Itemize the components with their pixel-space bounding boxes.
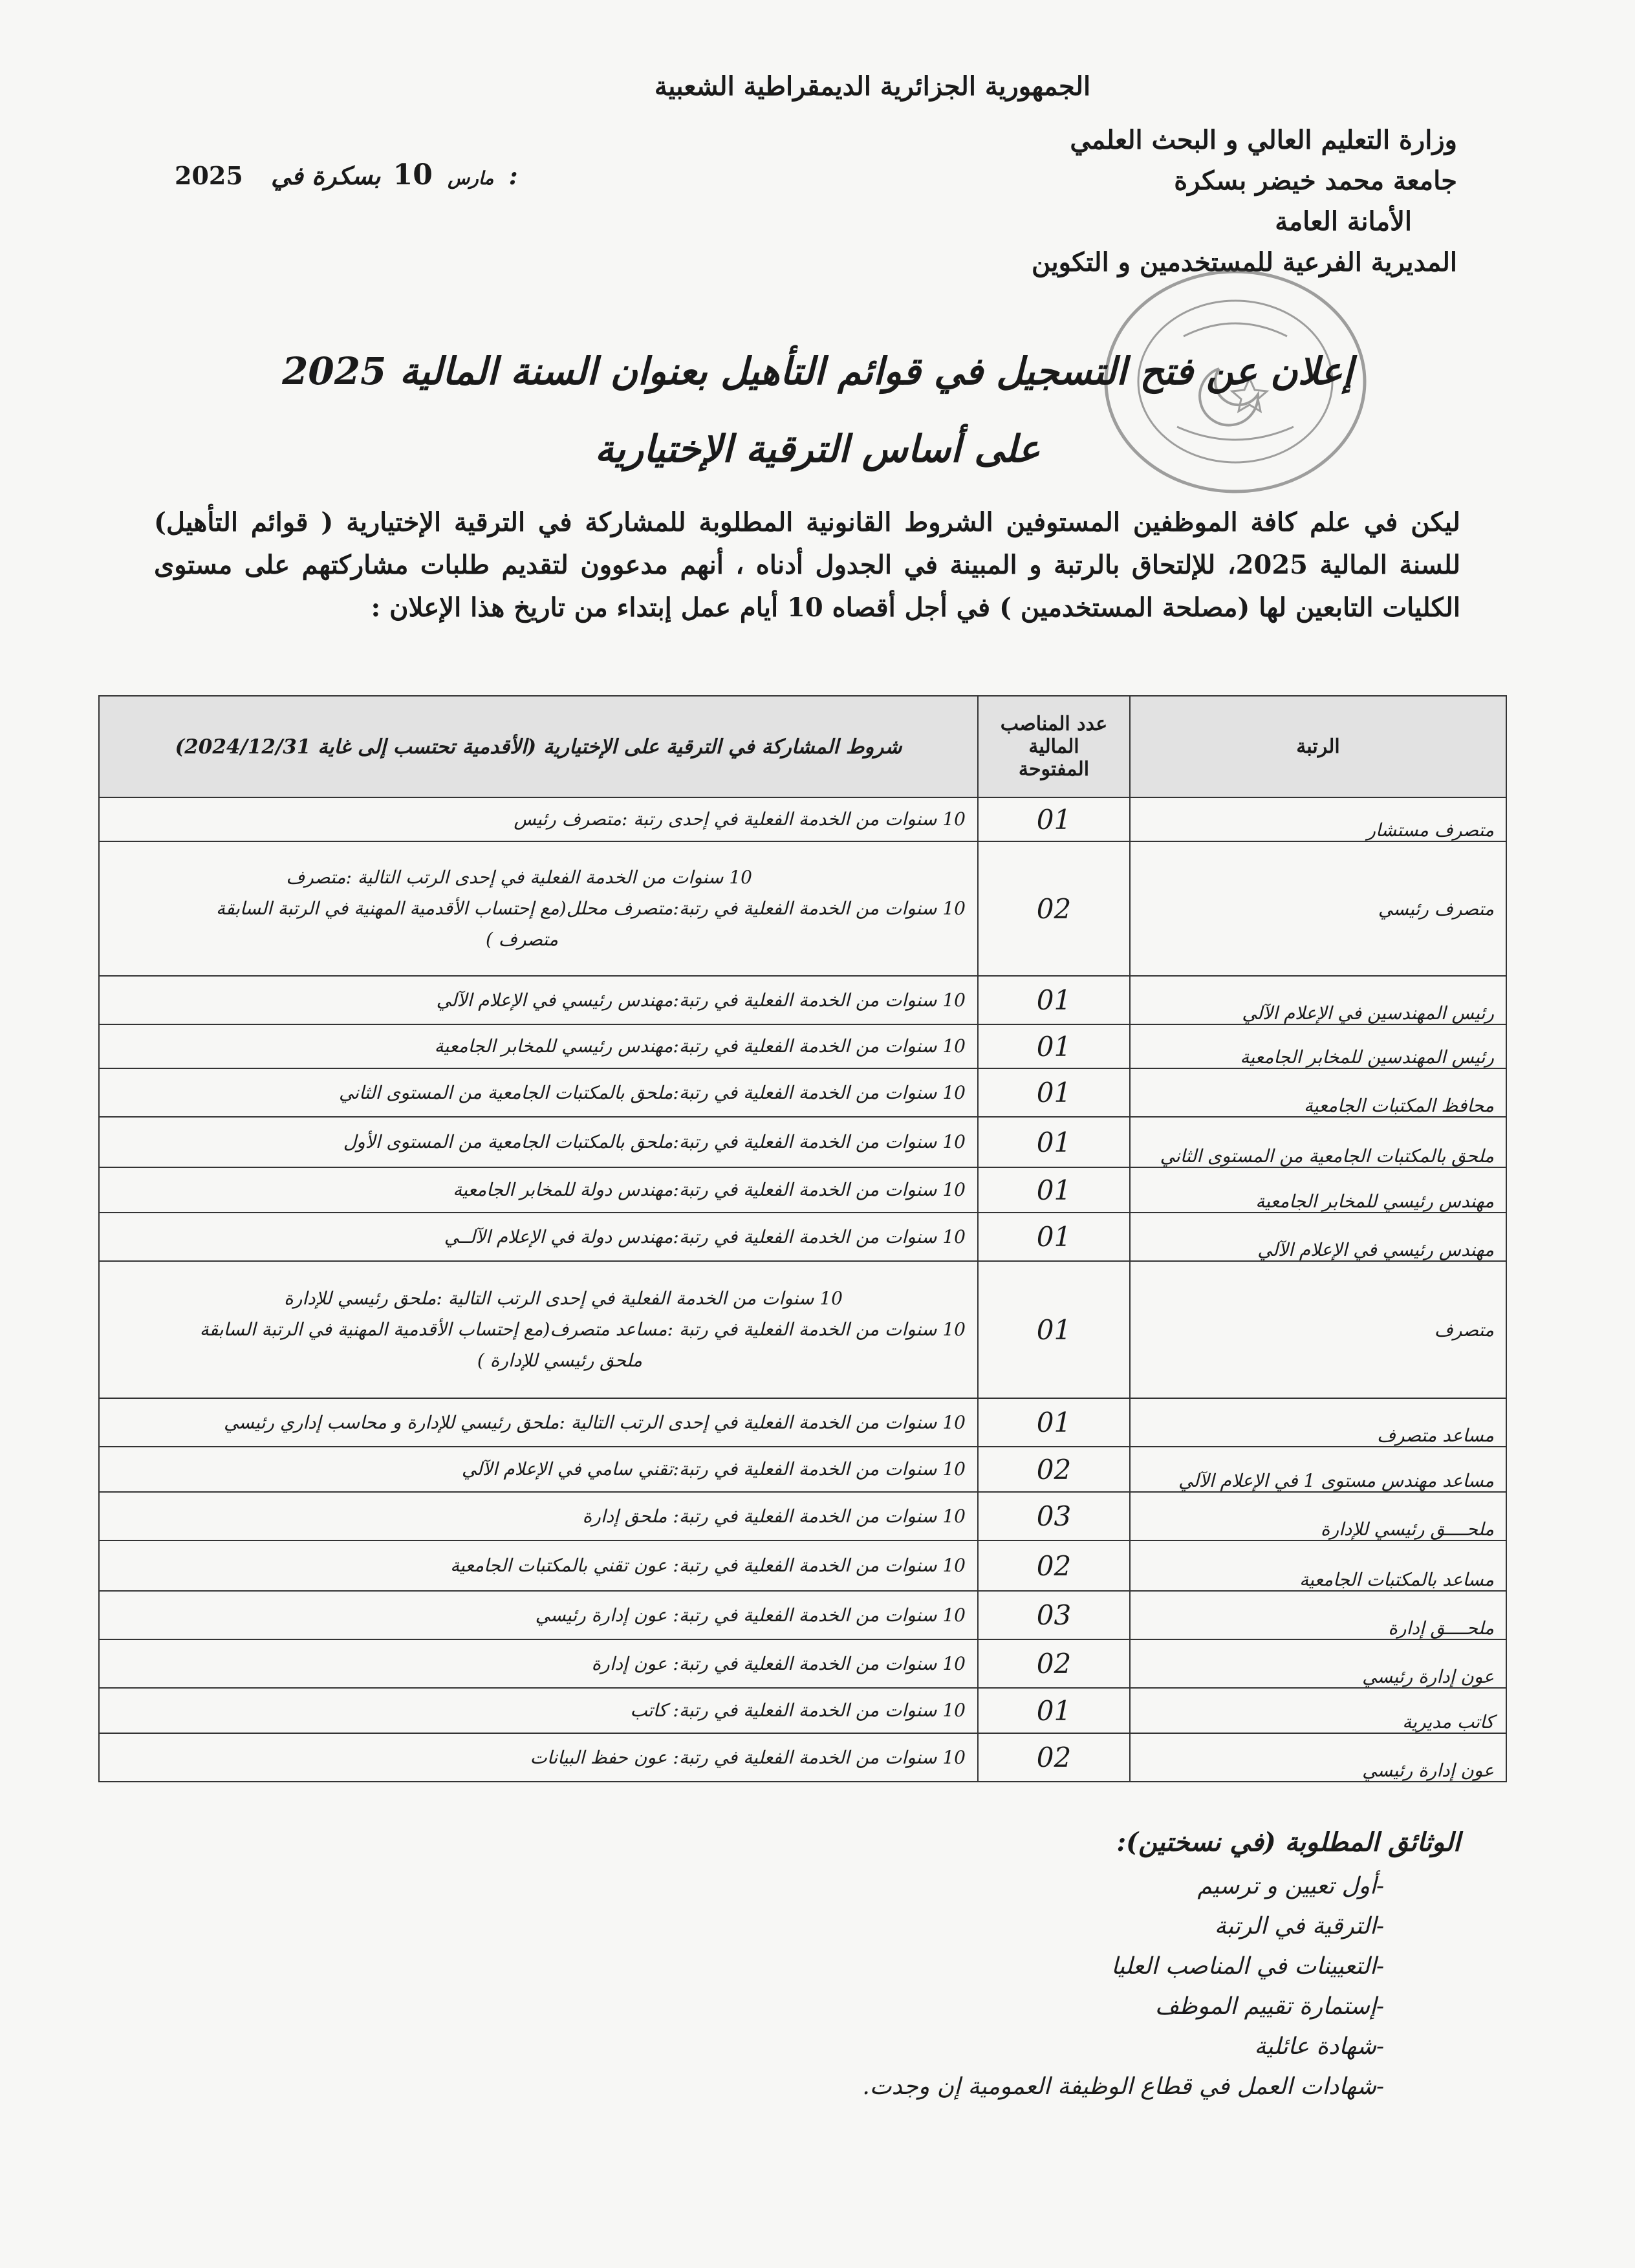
conditions-cell (99, 1117, 978, 1167)
count-cell: 01 (978, 976, 1130, 1024)
condition-line: 10 سنوات من الخدمة الفعلية في إحدى الرتب التالية :ملحق رئيسي للإدارة و محاسب إداري رئيسي (223, 1411, 966, 1433)
conditions-cell (99, 1639, 978, 1688)
count-cell: 03 (978, 1492, 1130, 1540)
condition-line: 10 سنوات من الخدمة الفعلية في إحدى الرتب التالية :ملحق رئيسي للإدارة (284, 1288, 843, 1309)
table-header-row (99, 696, 1506, 797)
table-row (99, 1117, 1506, 1167)
conditions-cell (99, 1447, 978, 1492)
rank-cell: مساعد مهندس مستوى 1 في الإعلام الآلي (1130, 1447, 1506, 1492)
count-cell: 01 (978, 1261, 1130, 1398)
conditions-cell (99, 1492, 978, 1540)
count-cell: 01 (978, 1117, 1130, 1167)
conditions-cell (99, 1688, 978, 1733)
list-item: - شهادة عائلية (555, 2027, 1422, 2067)
condition-line: 10 سنوات من الخدمة الفعلية في رتبة: عون تقني بالمكتبات الجامعية (450, 1555, 966, 1576)
rank-cell: ملحــــق إدارة (1130, 1591, 1506, 1639)
table-row (99, 1167, 1506, 1213)
conditions-cell (99, 976, 978, 1024)
header-rank: الرتبة (1130, 696, 1506, 797)
count-cell: 02 (978, 841, 1130, 976)
count-cell: 01 (978, 1167, 1130, 1213)
documents-list (555, 1866, 1460, 2107)
list-item: - إستمارة تقييم الموظف (555, 1987, 1422, 2027)
rank-cell: مساعد بالمكتبات الجامعية (1130, 1540, 1506, 1591)
count-cell: 02 (978, 1447, 1130, 1492)
table-row (99, 1398, 1506, 1447)
count-cell: 01 (978, 797, 1130, 841)
table-row (99, 1639, 1506, 1688)
date-place: بسكرة في : (271, 161, 518, 190)
table-row (99, 1213, 1506, 1261)
table-row (99, 1591, 1506, 1639)
rank-cell: متصرف مستشار (1130, 797, 1506, 841)
university-line: جامعة محمد خيضر بسكرة (1174, 166, 1457, 196)
condition-line: 10 سنوات من الخدمة الفعلية في رتبة:ملحق بالمكتبات الجامعية من المستوى الأول (343, 1131, 966, 1152)
count-cell: 02 (978, 1733, 1130, 1782)
list-item: - الترقية في الرتبة (555, 1906, 1422, 1947)
condition-line: 10 سنوات من الخدمة الفعلية في رتبة:تقني سامي في الإعلام الآلي (461, 1458, 966, 1480)
directorate-line: المديرية الفرعية للمستخدمين و التكوين (1032, 247, 1457, 277)
rank-cell: ملحــــق رئيسي للإدارة (1130, 1492, 1506, 1540)
rank-cell: عون إدارة رئيسي (1130, 1639, 1506, 1688)
table-row (99, 1447, 1506, 1492)
rank-cell: مهندس رئيسي في الإعلام الآلي (1130, 1213, 1506, 1261)
rank-cell: مهندس رئيسي للمخابر الجامعية (1130, 1167, 1506, 1213)
secretariat-line: الأمانة العامة (1275, 206, 1412, 237)
date-block (175, 158, 518, 191)
count-cell: 01 (978, 1024, 1130, 1068)
rank-cell: رئيس المهندسين للمخابر الجامعية (1130, 1024, 1506, 1068)
rank-cell: متصرف رئيسي (1130, 841, 1506, 976)
condition-line: 10 سنوات من الخدمة الفعلية في رتبة :مساعد متصرف(مع إحتساب الأقدمية المهنية في الرتبة السابقة (199, 1319, 966, 1340)
count-cell: 01 (978, 1398, 1130, 1447)
table-row (99, 1540, 1506, 1591)
conditions-cell (99, 1540, 978, 1591)
conditions-cell (99, 797, 978, 841)
condition-line: متصرف ) (485, 929, 558, 950)
republic-heading: الجمهورية الجزائرية الديمقراطية الشعبية (654, 71, 1091, 102)
condition-line: 10 سنوات من الخدمة الفعلية في رتبة:ملحق بالمكتبات الجامعية من المستوى الثاني (338, 1081, 966, 1103)
condition-line: 10 سنوات من الخدمة الفعلية في رتبة: ملحق إدارة (582, 1505, 966, 1527)
rank-cell: كاتب مديرية (1130, 1688, 1506, 1733)
conditions-cell (99, 1398, 978, 1447)
table-row (99, 841, 1506, 976)
conditions-cell (99, 1733, 978, 1782)
rank-cell: عون إدارة رئيسي (1130, 1733, 1506, 1782)
table-row (99, 1068, 1506, 1117)
count-cell: 02 (978, 1639, 1130, 1688)
condition-line: 10 سنوات من الخدمة الفعلية في إحدى الرتب التالية :متصرف (286, 867, 752, 888)
date-year: 2025 (175, 161, 243, 190)
table-row (99, 1261, 1506, 1398)
promotion-table (98, 695, 1507, 1782)
rank-cell: متصرف (1130, 1261, 1506, 1398)
count-cell: 01 (978, 1068, 1130, 1117)
conditions-cell (99, 1167, 978, 1213)
condition-line: 10 سنوات من الخدمة الفعلية في رتبة: عون حفظ البيانات (530, 1746, 966, 1768)
rank-cell: مساعد متصرف (1130, 1398, 1506, 1447)
date-day: 10 (393, 158, 433, 191)
condition-line: 10 سنوات من الخدمة الفعلية في رتبة:مهندس دولة في الإعلام الآلــي (444, 1226, 966, 1247)
count-cell: 02 (978, 1540, 1130, 1591)
conditions-cell (99, 841, 978, 976)
count-cell: 01 (978, 1213, 1130, 1261)
conditions-cell (99, 1213, 978, 1261)
rank-cell: محافظ المكتبات الجامعية (1130, 1068, 1506, 1117)
conditions-cell (99, 1591, 978, 1639)
condition-line: 10 سنوات من الخدمة الفعلية في رتبة:مهندس رئيسي في الإعلام الآلي (436, 989, 966, 1011)
ministry-line: وزارة التعليم العالي و البحث العلمي (1070, 125, 1457, 155)
list-item: - شهادات العمل في قطاع الوظيفة العمومية إن وجدت. (555, 2067, 1422, 2107)
rank-cell: رئيس المهندسين في الإعلام الآلي (1130, 976, 1506, 1024)
table-row (99, 1492, 1506, 1540)
condition-line: 10 سنوات من الخدمة الفعلية في إحدى رتبة :متصرف رئيس (514, 808, 966, 830)
date-month: مارس (448, 167, 494, 189)
conditions-cell (99, 1024, 978, 1068)
condition-line: ملحق رئيسي للإدارة ) (477, 1350, 642, 1371)
condition-line: 10 سنوات من الخدمة الفعلية في رتبة:متصرف محلل(مع إحتساب الأقدمية المهنية في الرتبة السابقة (215, 898, 966, 919)
table-row (99, 1024, 1506, 1068)
table-row (99, 797, 1506, 841)
count-cell: 03 (978, 1591, 1130, 1639)
header-conditions: شروط المشاركة في الترقية على الإختيارية (الأقدمية تحتسب إلى غاية 2024/12/31) (99, 696, 978, 797)
announcement-subtitle: على أساس الترقية الإختيارية (594, 427, 1041, 471)
condition-line: 10 سنوات من الخدمة الفعلية في رتبة:مهندس دولة للمخابر الجامعية (453, 1179, 966, 1200)
list-item: - التعيينات في المناصب العليا (555, 1947, 1422, 1987)
table-row (99, 1688, 1506, 1733)
condition-line: 10 سنوات من الخدمة الفعلية في رتبة:مهندس رئيسي للمخابر الجامعية (434, 1035, 966, 1057)
intro-paragraph: ليكن في علم كافة الموظفين المستوفين الشروط القانونية المطلوبة للمشاركة في الترقية الإختيارية ( قوائم التأهيل) للسنة المالية 2025، للإلتحاق بالرتبة و المبينة في الجدول أدناه ، أنهم مدعوون لتقديم طلبات مشاركتهم على مستوى الكليات التابعين لها (مصلحة المستخدمين ) في أجل أقصاه 10 أيام عمل إبتداء من تاريخ هذا الإعلان : (154, 507, 1461, 623)
table-row (99, 1733, 1506, 1782)
conditions-cell (99, 1068, 978, 1117)
announcement-title: إعلان عن فتح التسجيل في قوائم التأهيل بعنوان السنة المالية 2025 (282, 349, 1353, 393)
documents-title: الوثائق المطلوبة (في نسختين): (1116, 1827, 1460, 1857)
count-cell: 01 (978, 1688, 1130, 1733)
condition-line: 10 سنوات من الخدمة الفعلية في رتبة: كاتب (630, 1700, 966, 1721)
table-row (99, 976, 1506, 1024)
conditions-cell (99, 1261, 978, 1398)
condition-line: 10 سنوات من الخدمة الفعلية في رتبة: عون إدارة رئيسي (535, 1604, 966, 1626)
rank-cell: ملحق بالمكتبات الجامعية من المستوى الثاني (1130, 1117, 1506, 1167)
list-item: - أول تعيين و ترسيم (555, 1866, 1422, 1906)
header-positions: عدد المناصب المالية المفتوحة (978, 696, 1130, 797)
required-documents (555, 1827, 1460, 2107)
condition-line: 10 سنوات من الخدمة الفعلية في رتبة: عون إدارة (591, 1652, 966, 1674)
